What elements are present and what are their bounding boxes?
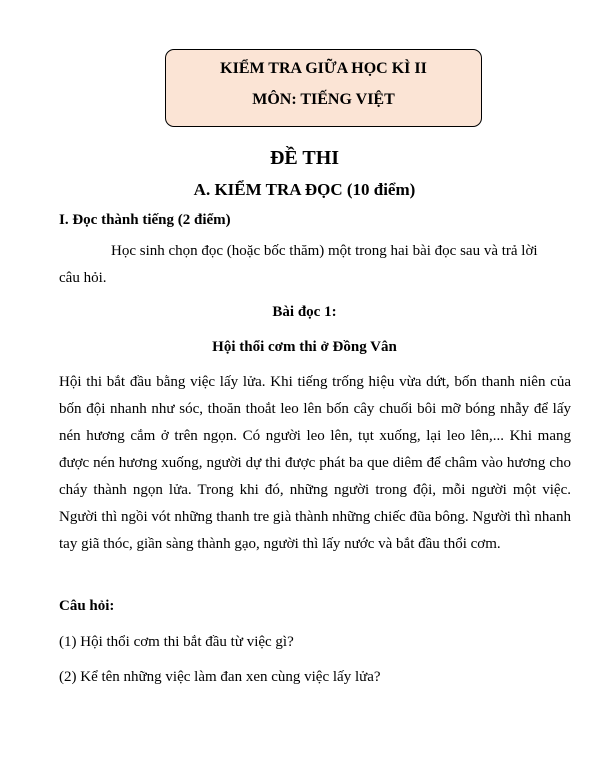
exam-header-box (165, 49, 482, 127)
questions-heading: Câu hỏi: (59, 598, 115, 614)
reading-passage: Hội thi bắt đầu bằng việc lấy lửa. Khi tiếng trống hiệu vừa dứt, bốn thanh niên của bốn đội nhanh như sóc, thoăn thoắt leo lên bốn cây chuối bôi mỡ bóng nhẫy để lấy nén hương cắm ở trên ngọn. Có người leo lên, tụt xuống, lại leo lên,... Khi mang được nén hương xuống, người dự thi được phát ba que diêm để châm vào hương cho cháy thành ngọn lửa. Trong khi đó, những người trong đội, mỗi người một việc. Người thì ngồi vót những thanh tre già thành những chiếc đũa bông. Người thì nhanh tay giã thóc, giần sàng thành gạo, người thì lấy nước và bắt đầu thổi cơm. (59, 374, 571, 552)
exam-header-title: KIỂM TRA GIỮA HỌC KÌ II (220, 60, 427, 77)
exam-title: ĐỀ THI (269, 147, 340, 169)
part1-heading: I. Đọc thành tiếng (2 điểm) (59, 212, 231, 228)
question-item: (1) Hội thổi cơm thi bắt đầu từ việc gì? (59, 634, 294, 650)
question-item: (2) Kể tên những việc làm đan xen cùng việc lấy lửa? (59, 669, 381, 685)
reading-label: Bài đọc 1: (272, 304, 337, 320)
reading-title: Hội thổi cơm thi ở Đồng Vân (212, 339, 397, 355)
section-a-title: A. KIỂM TRA ĐỌC (10 điểm) (193, 180, 416, 199)
exam-header-subject: MÔN: TIẾNG VIỆT (252, 91, 395, 108)
instruction-paragraph: Học sinh chọn đọc (hoặc bốc thăm) một trong hai bài đọc sau và trả lời câu hỏi. (59, 243, 538, 286)
